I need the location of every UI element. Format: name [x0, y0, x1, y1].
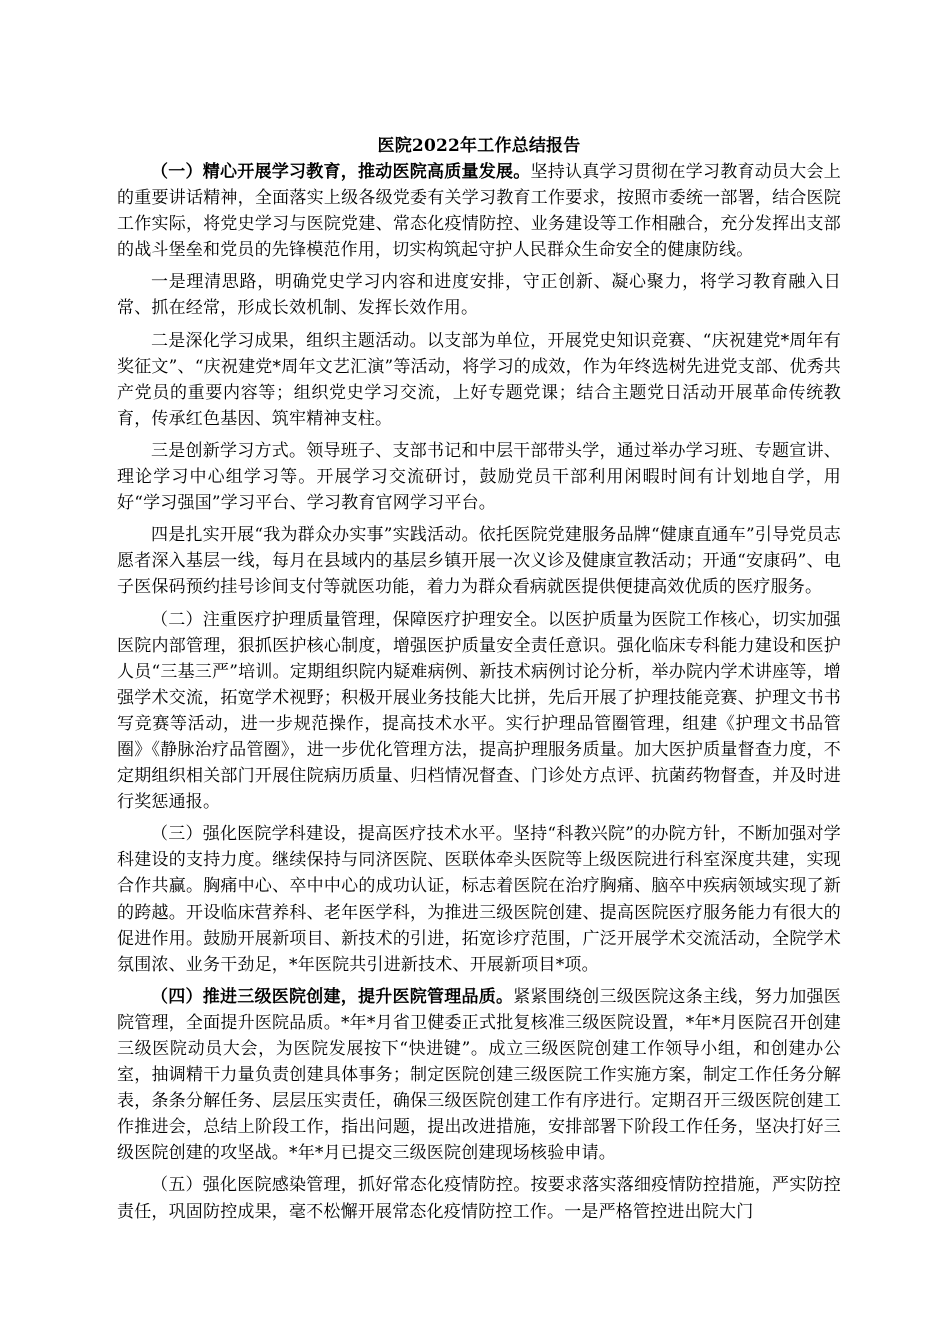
- paragraph-text: （五）强化医院感染管理，抓好常态化疫情防控。按要求落实落细疫情防控措施，严实防控责任，巩固防控成果，毫不松懈开展常态化疫情防控工作。一是严格管控进出院大门: [117, 1175, 841, 1222]
- paragraph-lead: （一）精心开展学习教育，推动医院高质量发展。: [151, 162, 531, 182]
- paragraph: [117, 1172, 841, 1224]
- document-title: 医院2022年工作总结报告: [377, 136, 581, 156]
- paragraph-text: 坚持认真学习贯彻在学习教育动员大会上的重要讲话精神，全面落实上级各级党委有关学习教育工作要求，按照市委统一部署，结合医院工作实际，将党史学习与医院党建、常态化疫情防控、业务建设等工作相融合，充分发挥出支部的战斗堡垒和党员的先锋模范作用，切实构筑起守护人民群众生命安全的健康防线。: [117, 162, 841, 261]
- paragraph: [117, 438, 841, 516]
- paragraph-text: 三是创新学习方式。领导班子、支部书记和中层干部带头学，通过举办学习班、专题宣讲、理论学习中心组学习等。开展学习交流研讨，鼓励党员干部利用闲暇时间有计划地自学，用好“学习强国”学习平台、学习教育官网学习平台。: [117, 440, 841, 514]
- paragraph: [117, 821, 841, 978]
- paragraph-text: 一是理清思路，明确党史学习内容和进度安排，守正创新、凝心聚力，将学习教育融入日常、抓在经常，形成长效机制、发挥长效作用。: [117, 272, 841, 319]
- paragraph-text: （二）注重医疗护理质量管理，保障医疗护理安全。以医护质量为医院工作核心，切实加强医院内部管理，狠抓医护核心制度，增强医护质量安全责任意识。强化临床专科能力建设和医护人员“三基三严”培训。定期组织院内疑难病例、新技术病例讨论分析，举办院内学术讲座等，增强学术交流，拓宽学术视野；积极开展业务技能大比拼，先后开展了护理技能竞赛、护理文书书写竞赛等活动，进一步规范操作，提高技术水平。实行护理品管圈管理，组建《护理文书品管圈》《静脉治疗品管圈》，进一步优化管理方法，提高护理服务质量。加大医护质量督查力度，不定期组织相关部门开展住院病历质量、归档情况督查、门诊处方点评、抗菌药物督查，并及时进行奖惩通报。: [117, 609, 841, 813]
- paragraph-text: 紧紧围绕创三级医院这条主线，努力加强医院管理，全面提升医院品质。*年*月省卫健委正式批复核准三级医院设置，*年*月医院召开创建三级医院动员大会，为医院发展按下“快进键”。成立三级医院创建工作领导小组，和创建办公室，抽调精干力量负责创建具体事务；制定医院创建三级医院工作实施方案，制定工作任务分解表，条条分解任务、层层压实责任，确保三级医院创建工作有序进行。定期召开三级医院创建工作推进会，总结上阶段工作，指出问题，提出改进措施，安排部署下阶段工作任务，坚决打好三级医院创建的攻坚战。*年*月已提交三级医院创建现场核验申请。: [117, 986, 841, 1164]
- document-body: [117, 133, 841, 1225]
- paragraph: [117, 328, 841, 432]
- paragraph-text: （三）强化医院学科建设，提高医疗技术水平。坚持“科教兴院”的办院方针，不断加强对学科建设的支持力度。继续保持与同济医院、医联体牵头医院等上级医院进行科室深度共建，实现合作共赢。胸痛中心、卒中中心的成功认证，标志着医院在治疗胸痛、脑卒中疾病领域实现了新的跨越。开设临床营养科、老年医学科，为推进三级医院创建、提高医院医疗服务能力有很大的促进作用。鼓励开展新项目、新技术的引进，拓宽诊疗范围，广泛开展学术交流活动，全院学术氛围浓、业务干劲足，*年医院共引进新技术、开展新项目*项。: [117, 824, 841, 975]
- paragraph: [117, 607, 841, 816]
- paragraph-lead: （四）推进三级医院创建，提升医院管理品质。: [151, 986, 514, 1007]
- paragraph: [117, 159, 841, 263]
- paragraph-text: 二是深化学习成果，组织主题活动。以支部为单位，开展党史知识竞赛、“庆祝建党*周年有奖征文”、“庆祝建党*周年文艺汇演”等活动，将学习的成效，作为年终选树先进党支部、优秀共产党员的重要内容等；组织党史学习交流，上好专题党课；结合主题党日活动开展革命传统教育，传承红色基因、筑牢精神支柱。: [117, 330, 841, 429]
- paragraph: [117, 269, 841, 321]
- paragraph: [117, 984, 841, 1167]
- paragraph-text: 四是扎实开展“我为群众办实事”实践活动。依托医院党建服务品牌“健康直通车”引导党员志愿者深入基层一线，每月在县域内的基层乡镇开展一次义诊及健康宣教活动；开通“安康码”、电子医保码预约挂号诊间支付等就医功能，着力为群众看病就医提供便捷高效优质的医疗服务。: [117, 525, 841, 598]
- paragraph: [117, 522, 841, 600]
- paragraph-list: [117, 159, 841, 1225]
